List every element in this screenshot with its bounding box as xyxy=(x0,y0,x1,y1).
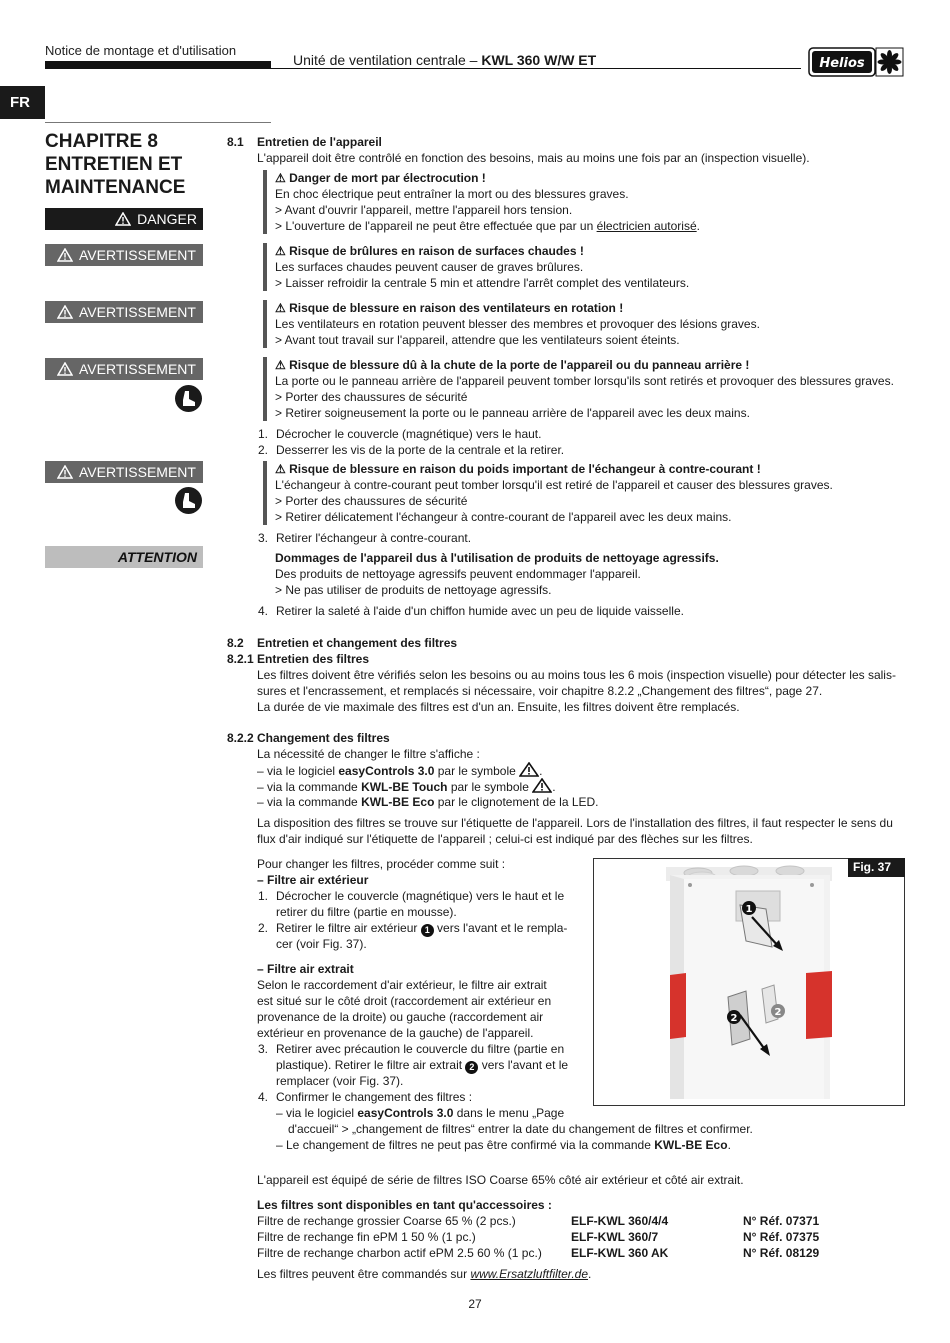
warning-bar xyxy=(263,461,267,525)
accessory-model: ELF-KWL 360/7 xyxy=(571,1230,659,1244)
header-bar xyxy=(45,61,271,69)
number-circle-icon: 1 xyxy=(421,924,434,937)
list-item: Retirer l'échangeur à contre-courant. xyxy=(276,531,472,545)
warning-text: Les surfaces chaudes peuvent causer de graves brûlures. xyxy=(275,260,584,274)
warning-triangle-icon xyxy=(57,362,73,376)
header-title: Unité de ventilation centrale – KWL 360 W/W ET xyxy=(293,52,597,68)
section-number: 8.2.1 xyxy=(227,652,254,666)
warning-text: Les ventilateurs en rotation peuvent blesser des membres et provoquer des lésions graves. xyxy=(275,317,760,331)
header-left-title: Notice de montage et d'utilisation xyxy=(45,43,237,58)
paragraph: L'appareil doit être contrôlé en fonction des besoins, mais au moins une fois par an (inspection visuelle). xyxy=(257,151,810,165)
section-number: 8.2.2 xyxy=(227,731,254,745)
figure-37 xyxy=(593,858,905,1106)
attention-title: Dommages de l'appareil dus à l'utilisation de produits de nettoyage agressifs. xyxy=(275,551,719,565)
safety-boots-icon xyxy=(175,385,202,412)
helios-logo xyxy=(808,46,904,78)
paragraph: Les filtres doivent être vérifiés selon les besoins ou au moins tous les 6 mois (inspection visuelle) pour détecter les salis- xyxy=(257,668,896,682)
chapter-title: CHAPITRE 8 ENTRETIEN ET MAINTENANCE xyxy=(45,131,186,198)
sidebar-rule xyxy=(45,122,271,123)
warning-text: > Avant tout travail sur l'appareil, attendre que les ventilateurs soient éteints. xyxy=(275,333,680,347)
warning-triangle-icon xyxy=(57,465,73,479)
warning-triangle-icon xyxy=(115,212,131,226)
list-item: Décrocher le couvercle (magnétique) vers le haut et le xyxy=(276,889,565,903)
subheading: – Filtre air extérieur xyxy=(257,873,369,887)
warning-text: > Avant d'ouvrir l'appareil, mettre l'appareil hors tension. xyxy=(275,203,573,217)
warning-text: > Laisser refroidir la centrale 5 min et attendre l'arrêt complet des ventilateurs. xyxy=(275,276,690,290)
list-item: – Le changement de filtres ne peut pas être confirmé via la commande KWL-BE Eco. xyxy=(276,1138,731,1152)
attention-text: Des produits de nettoyage agressifs peuvent endommager l'appareil. xyxy=(275,567,641,581)
list-number: 1. xyxy=(258,889,269,903)
paragraph: flux d'air indiqué sur l'étiquette de l'appareil ; celui-ci est indiqué par des flèches sur les filtres. xyxy=(257,832,753,846)
safety-boots-icon xyxy=(175,487,202,514)
warning-tag-3: AVERTISSEMENT xyxy=(45,358,203,380)
accessory-ref: N° Réf. 07375 xyxy=(743,1230,820,1244)
list-item: retirer du filtre (partie en mousse). xyxy=(276,905,457,919)
paragraph: est situé sur le côté droit (raccordement air extérieur en xyxy=(257,994,552,1008)
paragraph: – via la commande KWL-BE Touch par le symbole . xyxy=(257,780,556,794)
warning-text: L'échangeur à contre-courant peut tomber lorsqu'il est retiré de l'appareil et causer des blessures graves. xyxy=(275,478,833,492)
list-number: 4. xyxy=(258,604,269,618)
list-item: Retirer le filtre air extérieur 1 vers l'avant et le rempla- xyxy=(276,921,568,935)
paragraph: La disposition des filtres se trouve sur l'étiquette de l'appareil. Lors de l'installation des filtres, il faut respecter le sens du xyxy=(257,816,893,830)
accessory-name: Filtre de rechange fin ePM 1 50 % (1 pc.) xyxy=(257,1230,476,1244)
section-title: Entretien de l'appareil xyxy=(257,135,382,149)
warning-text: La porte ou le panneau arrière de l'appareil peuvent tomber lorsqu'ils sont retirés et provoquer des blessures graves. xyxy=(275,374,894,388)
list-item: – via le logiciel easyControls 3.0 dans le menu „Page xyxy=(276,1106,565,1120)
paragraph: sures et l'encrassement, et remplacés si nécessaire, voir chapitre 8.2.2 „Changement des filtres“, page 27. xyxy=(257,684,823,698)
list-item: Desserrer les vis de la porte de la centrale et la retirer. xyxy=(276,443,565,457)
warning-bar xyxy=(263,170,267,234)
section-number: 8.1 xyxy=(227,135,244,149)
accessory-model: ELF-KWL 360/4/4 xyxy=(571,1214,669,1228)
warning-title: ⚠ Risque de blessure en raison des ventilateurs en rotation ! xyxy=(275,301,624,315)
paragraph: extérieur en provenance de la gauche) de l'appareil. xyxy=(257,1026,534,1040)
paragraph: – via la commande KWL-BE Eco par le clignotement de la LED. xyxy=(257,795,599,809)
paragraph: – via le logiciel easyControls 3.0 par le symbole . xyxy=(257,764,543,778)
language-tab: FR xyxy=(0,86,45,119)
paragraph: provenance de la droite) ou gauche (raccordement air xyxy=(257,1010,544,1024)
accessory-name: Filtre de rechange grossier Coarse 65 % (2 pcs.) xyxy=(257,1214,516,1228)
paragraph: La nécessité de changer le filtre s'affiche : xyxy=(257,747,480,761)
list-number: 2. xyxy=(258,443,269,457)
warning-symbol-icon xyxy=(519,762,539,777)
section-number: 8.2 xyxy=(227,636,244,650)
warning-title: ⚠ Risque de brûlures en raison de surfaces chaudes ! xyxy=(275,244,584,258)
list-item: d'accueil“ > „changement de filtres“ entrer la date du changement de filtres et confirmer. xyxy=(288,1122,753,1136)
warning-bar xyxy=(263,243,267,291)
page-number: 27 xyxy=(468,1297,482,1311)
warning-symbol-icon xyxy=(532,778,552,793)
warning-title: ⚠ Risque de blessure en raison du poids important de l'échangeur à contre-courant ! xyxy=(275,462,761,476)
warning-text: > L'ouverture de l'appareil ne peut être effectuée que par un électricien autorisé. xyxy=(275,219,700,233)
warning-triangle-icon xyxy=(57,248,73,262)
warning-text: En choc électrique peut entraîner la mort ou des blessures graves. xyxy=(275,187,629,201)
warning-text: > Porter des chaussures de sécurité xyxy=(275,494,468,508)
accessory-name: Filtre de rechange charbon actif ePM 2.5 60 % (1 pc.) xyxy=(257,1246,542,1260)
paragraph: Les filtres peuvent être commandés sur www.Ersatzluftfilter.de. xyxy=(257,1267,592,1281)
accessory-ref: N° Réf. 08129 xyxy=(743,1246,820,1260)
order-link[interactable]: www.Ersatzluftfilter.de xyxy=(470,1267,589,1281)
list-number: 3. xyxy=(258,1042,269,1056)
list-item: Retirer la saleté à l'aide d'un chiffon humide avec un peu de liquide vaisselle. xyxy=(276,604,684,618)
list-number: 2. xyxy=(258,921,269,935)
section-title: Changement des filtres xyxy=(257,731,390,745)
warning-tag-4: AVERTISSEMENT xyxy=(45,461,203,483)
list-item: remplacer (voir Fig. 37). xyxy=(276,1074,404,1088)
warning-text: > Retirer délicatement l'échangeur à contre-courant de l'appareil avec les deux mains. xyxy=(275,510,732,524)
paragraph: La durée de vie maximale des filtres est d'un an. Ensuite, les filtres doivent être remplacés. xyxy=(257,700,740,714)
section-title: Entretien et changement des filtres xyxy=(257,636,458,650)
list-number: 1. xyxy=(258,427,269,441)
list-item: Confirmer le changement des filtres : xyxy=(276,1090,473,1104)
paragraph: Pour changer les filtres, procéder comme suit : xyxy=(257,857,506,871)
warning-bar xyxy=(263,357,267,421)
list-item: plastique). Retirer le filtre air extrait 2 vers l'avant et le xyxy=(276,1058,569,1072)
warning-triangle-icon xyxy=(57,305,73,319)
subheading: Les filtres sont disponibles en tant qu'accessoires : xyxy=(257,1198,552,1212)
warning-title: ⚠ Danger de mort par électrocution ! xyxy=(275,171,486,185)
warning-text: > Retirer soigneusement la porte ou le panneau arrière de l'appareil avec les deux mains. xyxy=(275,406,750,420)
subheading: – Filtre air extrait xyxy=(257,962,354,976)
paragraph: L'appareil est équipé de série de filtres ISO Coarse 65% côté air extérieur et côté air extrait. xyxy=(257,1173,744,1187)
warning-bar xyxy=(263,300,267,348)
accessory-ref: N° Réf. 07371 xyxy=(743,1214,820,1228)
warning-tag-2: AVERTISSEMENT xyxy=(45,301,203,323)
svg-text:1: 1 xyxy=(745,904,753,915)
svg-text:2: 2 xyxy=(730,1013,738,1024)
header-rule xyxy=(271,68,801,69)
warning-title: ⚠ Risque de blessure dû à la chute de la porte de l'appareil ou du panneau arrière ! xyxy=(275,358,750,372)
paragraph: Selon le raccordement d'air extérieur, le filtre air extrait xyxy=(257,978,547,992)
list-item: cer (voir Fig. 37). xyxy=(276,937,367,951)
section-title: Entretien des filtres xyxy=(257,652,370,666)
svg-text:Helios: Helios xyxy=(819,56,865,71)
figure-label: Fig. 37 xyxy=(848,858,905,877)
attention-tag: ATTENTION xyxy=(45,546,203,568)
accessory-model: ELF-KWL 360 AK xyxy=(571,1246,669,1260)
number-circle-icon: 2 xyxy=(465,1061,478,1074)
warning-tag-1: AVERTISSEMENT xyxy=(45,244,203,266)
warning-text: > Porter des chaussures de sécurité xyxy=(275,390,468,404)
danger-tag: DANGER xyxy=(45,208,203,230)
list-number: 3. xyxy=(258,531,269,545)
list-number: 4. xyxy=(258,1090,269,1104)
list-item: Décrocher le couvercle (magnétique) vers le haut. xyxy=(276,427,542,441)
list-item: Retirer avec précaution le couvercle du filtre (partie en xyxy=(276,1042,565,1056)
attention-text: > Ne pas utiliser de produits de nettoyage agressifs. xyxy=(275,583,552,597)
svg-text:2: 2 xyxy=(774,1007,782,1018)
